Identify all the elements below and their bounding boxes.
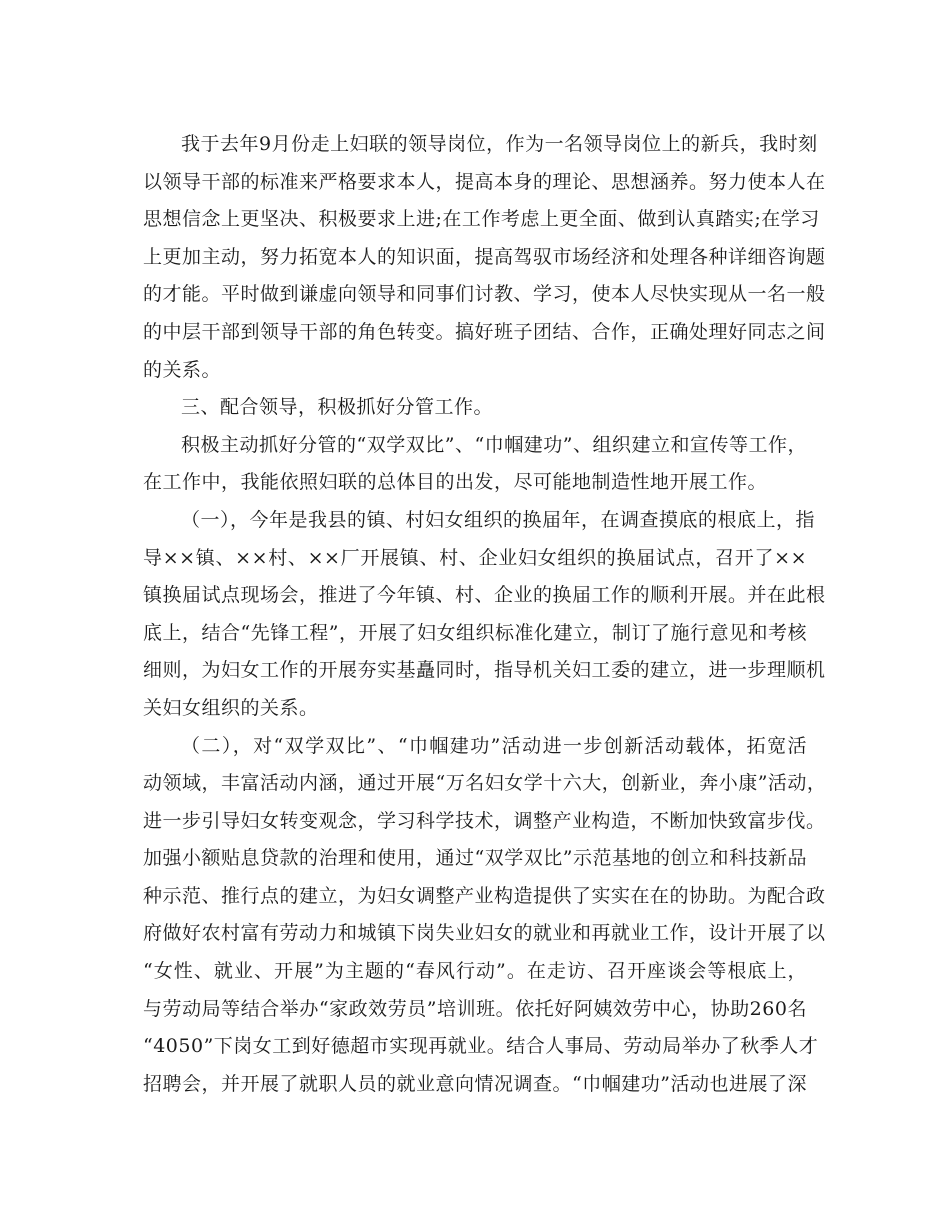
text-line: 关妇女组织的关系。: [143, 696, 319, 719]
text-line: “4050”下岗女工到好德超市实现再就业。结合人事局、劳动局举办了秋季人才: [143, 1035, 819, 1058]
text-line: 府做好农村富有劳动力和城镇下岗失业妇女的就业和再就业工作，设计开展了以: [143, 922, 826, 945]
text-line: 加强小额贴息贷款的治理和使用，通过“双学双比”示范基地的创立和科技新品: [143, 847, 807, 870]
text-line: 进一步引导妇女转变观念，学习科学技术，调整产业构造，不断加快致富步伐。: [143, 809, 826, 832]
text-line: 上更加主动，努力拓宽本人的知识面，提高驾驭市场经济和处理各种详细咨询题: [143, 245, 826, 268]
text-line: 在工作中，我能依照妇联的总体目的出发，尽可能地制造性地开展工作。: [143, 471, 768, 494]
paragraph-start-line: 我于去年9月份走上妇联的领导岗位，作为一名领导岗位上的新兵，我时刻: [181, 133, 818, 155]
text-line: 的关系。: [143, 358, 222, 381]
paragraph-start-line: （一），今年是我县的镇、村妇女组织的换届年，在调查摸底的根底上，指: [181, 508, 816, 531]
text-line: 的中层干部到领导干部的角色转变。搞好班子团结、合作，正确处理好同志之间: [143, 320, 826, 343]
text-line: 动领域，丰富活动内涵，通过开展“万名妇女学十六大，创新业，奔小康”活动，: [143, 772, 827, 795]
paragraph-start-line: 积极主动抓好分管的“双学双比”、“巾帼建功”、组织建立和宣传等工作，: [181, 433, 807, 456]
text-line: 细则，为妇女工作的开展夯实基矗同时，指导机关妇工委的建立，进一步理顺机: [143, 659, 826, 682]
text-line: 种示范、推行点的建立，为妇女调整产业构造提供了实实在在的协助。为配合政: [143, 884, 826, 907]
text-line: 思想信念上更坚决、积极要求上进;在工作考虑上更全面、做到认真踏实;在学习: [143, 208, 820, 231]
text-line: 以领导干部的标准来严格要求本人，提高本身的理论、思想涵养。努力使本人在: [143, 170, 826, 193]
text-line: 导××镇、××村、××厂开展镇、村、企业妇女组织的换届试点，召开了××: [143, 546, 807, 569]
paragraph-start-line: 三、配合领导，积极抓好分管工作。: [181, 396, 494, 419]
text-line: “女性、就业、开展”为主题的“春风行动”。在走访、召开座谈会等根底上，: [143, 960, 807, 983]
document-body: [143, 126, 827, 1103]
text-line: 与劳动局等结合举办“家政效劳员”培训班。依托好阿姨效劳中心，协助260名: [143, 997, 807, 1020]
text-line: 的才能。平时做到谦虚向领导和同事们讨教、学习，使本人尽快实现从一名一般: [143, 283, 826, 306]
text-line: 招聘会，并开展了就职人员的就业意向情况调查。“巾帼建功”活动也进展了深: [143, 1072, 807, 1095]
text-line: 镇换届试点现场会，推进了今年镇、村、企业的换届工作的顺利开展。并在此根: [143, 584, 826, 607]
text-line: 底上，结合“先锋工程”，开展了妇女组织标准化建立，制订了施行意见和考核: [143, 621, 807, 644]
paragraph-start-line: （二），对“双学双比”、“巾帼建功”活动进一步创新活动载体，拓宽活: [181, 734, 807, 757]
